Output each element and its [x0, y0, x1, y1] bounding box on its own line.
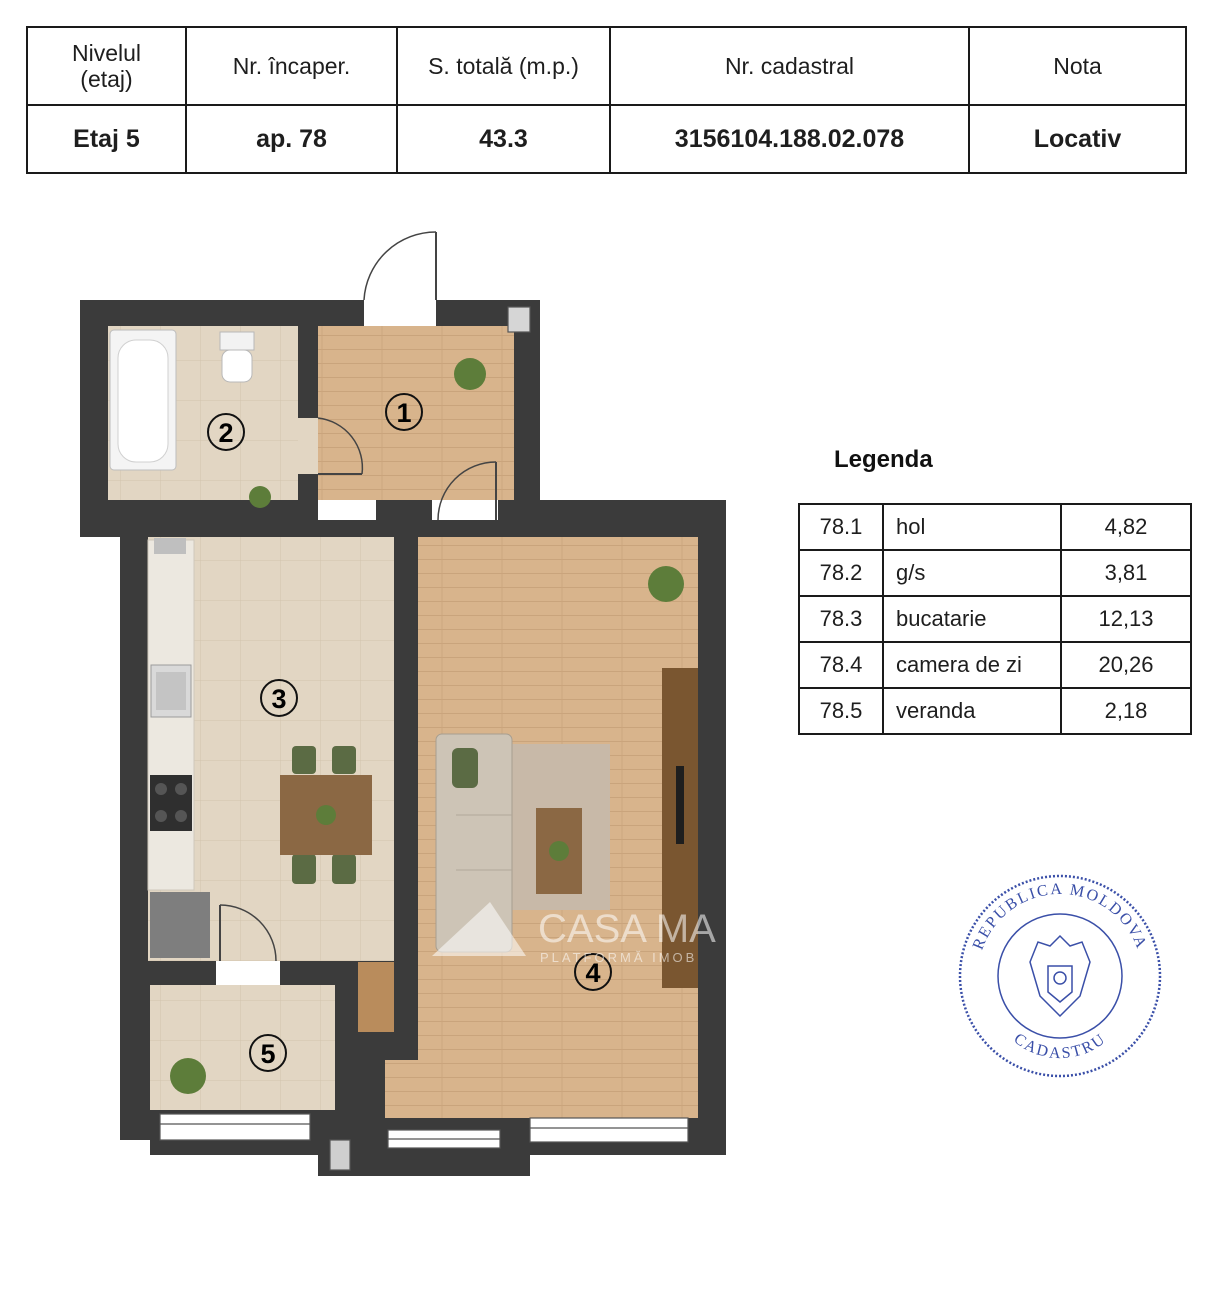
legend-row [799, 642, 1191, 688]
legend-area: 12,13 [1061, 596, 1191, 642]
value-note: Locativ [969, 105, 1186, 173]
header-area: S. totală (m.p.) [397, 27, 610, 105]
toilet-icon [220, 332, 254, 382]
legend-name: hol [883, 504, 1061, 550]
header-cadastral: Nr. cadastral [610, 27, 969, 105]
legend-code: 78.3 [799, 596, 883, 642]
room-label-1: 1 [396, 398, 412, 428]
stove-icon [150, 775, 192, 831]
header-rooms: Nr. încaper. [186, 27, 397, 105]
room-label-3: 3 [271, 684, 287, 714]
legend-row [799, 596, 1191, 642]
cadastru-stamp-seal [958, 866, 1162, 1088]
legend-row [799, 504, 1191, 550]
fridge-icon [150, 892, 210, 958]
legend-name: bucatarie [883, 596, 1061, 642]
legend-title: Legenda [834, 446, 933, 473]
watermark-text: CASA MA [538, 907, 716, 951]
legend-name: camera de zi [883, 642, 1061, 688]
header-note: Nota [969, 27, 1186, 105]
sink-icon [151, 665, 191, 717]
legend-area: 2,18 [1061, 688, 1191, 734]
legend-row [799, 688, 1191, 734]
legend-name: g/s [883, 550, 1061, 596]
cabinet-icon [154, 538, 186, 554]
bathtub-icon [110, 330, 176, 470]
legend-table [798, 503, 1192, 735]
legend-code: 78.2 [799, 550, 883, 596]
value-level: Etaj 5 [27, 105, 186, 173]
room-label-2: 2 [218, 418, 234, 448]
stamp-bottom-text: CADASTRU [1010, 1030, 1110, 1063]
coat-of-arms-icon [1030, 936, 1090, 1016]
veranda-floor [150, 985, 335, 1110]
room-label-5: 5 [260, 1039, 276, 1069]
room-label-4: 4 [585, 958, 601, 988]
legend-name: veranda [883, 688, 1061, 734]
legend-code: 78.1 [799, 504, 883, 550]
value-apartment: ap. 78 [186, 105, 397, 173]
storage-floor [358, 962, 400, 1032]
stamp-top-text: REPUBLICA MOLDOVA [969, 880, 1151, 953]
header-level-line1: Nivelul [71, 39, 142, 66]
legend-area: 3,81 [1061, 550, 1191, 596]
header-level-line2: (etaj) [80, 66, 133, 92]
legend-row [799, 550, 1191, 596]
legend-code: 78.5 [799, 688, 883, 734]
legend-area: 20,26 [1061, 642, 1191, 688]
legend-code: 78.4 [799, 642, 883, 688]
value-total-area: 43.3 [397, 105, 610, 173]
hall-floor [318, 326, 514, 520]
value-cadastral: 3156104.188.02.078 [610, 105, 969, 173]
legend-area: 4,82 [1061, 504, 1191, 550]
watermark-subtext: PLATFORMĂ IMOB [540, 950, 698, 965]
